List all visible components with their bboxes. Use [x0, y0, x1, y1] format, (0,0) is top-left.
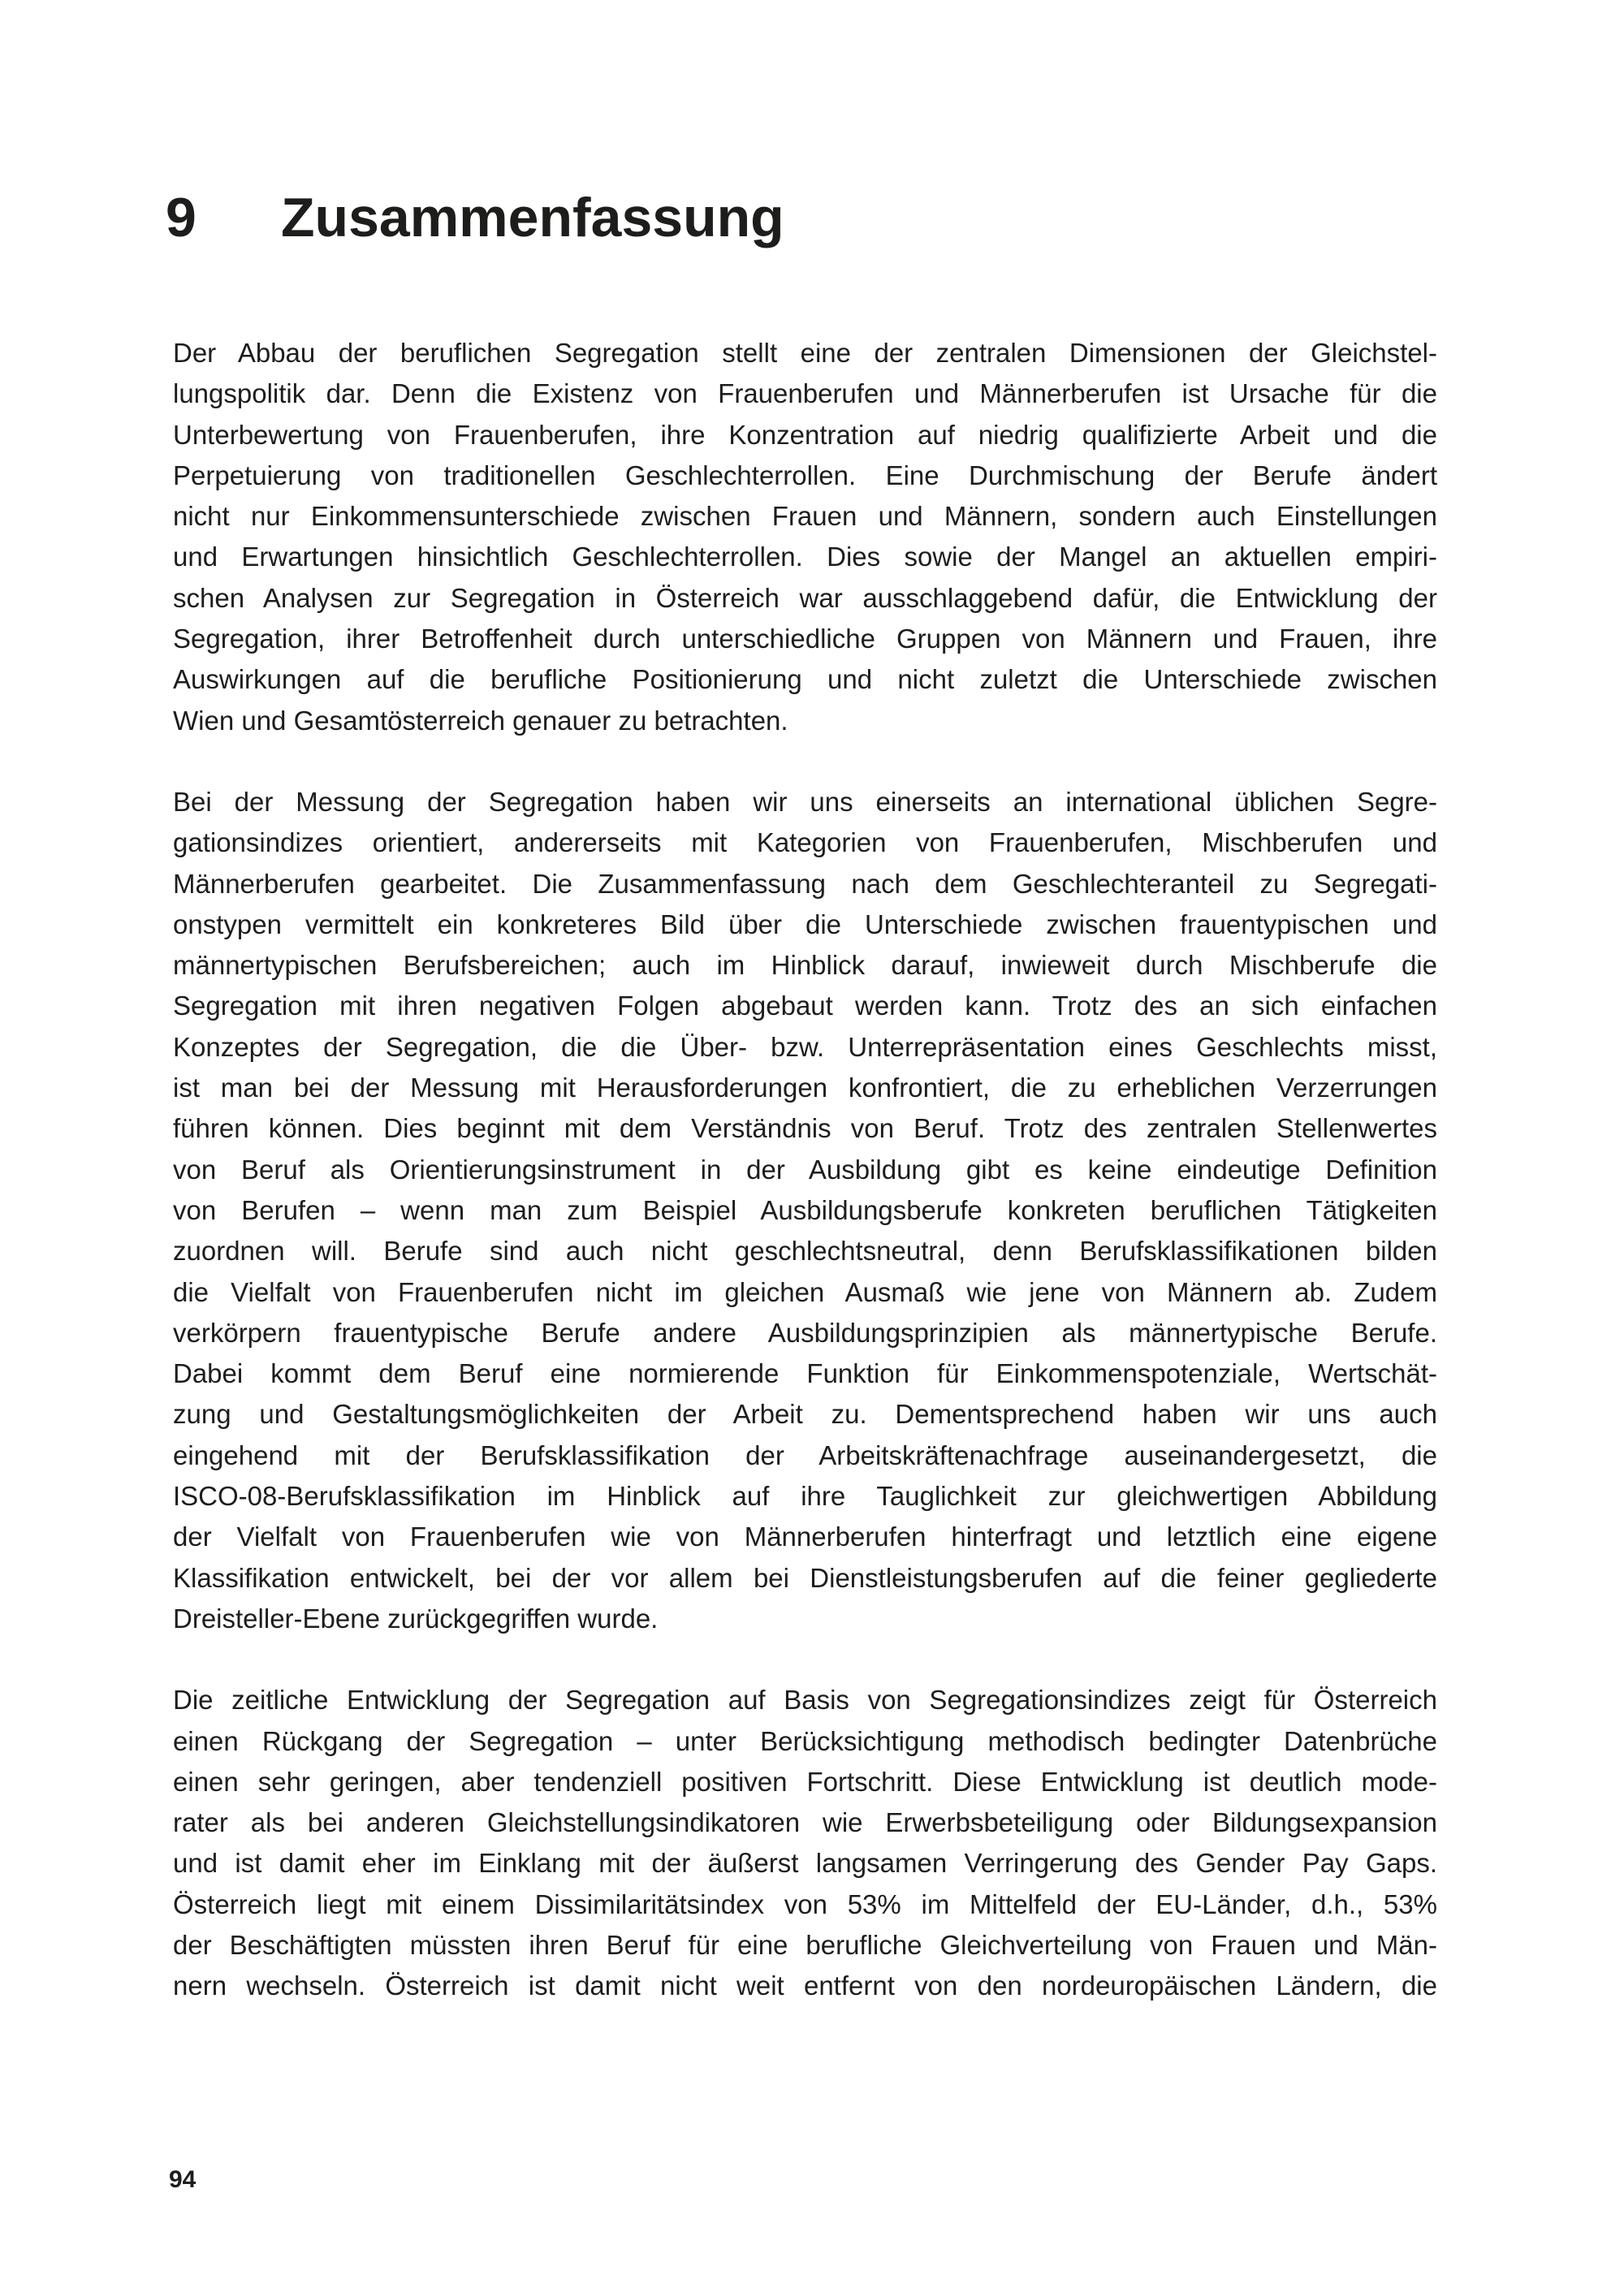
page-number: 94: [169, 2166, 197, 2193]
body-text: [173, 333, 1437, 2048]
text-line: Männerberufen gearbeitet. Die Zusammenfassung nach dem Geschlechteranteil zu Segregati-: [173, 868, 1437, 899]
text-line: von Beruf als Orientierungsinstrument in der Ausbildung gibt es keine eindeutige Definition: [173, 1154, 1437, 1185]
text-line: verkörpern frauentypische Berufe andere Ausbildungsprinzipien als männertypische Berufe.: [173, 1317, 1437, 1348]
text-line: die Vielfalt von Frauenberufen nicht im gleichen Ausmaß wie jene von Männern ab. Zudem: [173, 1276, 1437, 1307]
text-line: führen können. Dies beginnt mit dem Verständnis von Beruf. Trotz des zentralen Stellenwertes: [173, 1113, 1437, 1144]
text-line: Der Abbau der beruflichen Segregation stellt eine der zentralen Dimensionen der Gleichstel-: [173, 338, 1437, 368]
text-line: Auswirkungen auf die berufliche Positionierung und nicht zuletzt die Unterschiede zwischen: [173, 664, 1437, 695]
text-line: Die zeitliche Entwicklung der Segregation auf Basis von Segregationsindizes zeigt für Österreich: [173, 1685, 1437, 1716]
text-line: einen sehr geringen, aber tendenziell positiven Fortschritt. Diese Entwicklung ist deutlich mode-: [173, 1766, 1437, 1797]
text-line: der Beschäftigten müssten ihren Beruf für eine berufliche Gleichverteilung von Frauen und Män-: [173, 1929, 1437, 1960]
text-line: zuordnen will. Berufe sind auch nicht geschlechtsneutral, denn Berufsklassifikationen bilden: [173, 1236, 1437, 1267]
text-line: nicht nur Einkommensunterschiede zwischen Frauen und Männern, sondern auch Einstellungen: [173, 501, 1437, 532]
text-line: zung und Gestaltungsmöglichkeiten der Arbeit zu. Dementsprechend haben wir uns auch: [173, 1399, 1437, 1430]
text-line: männertypischen Berufsbereichen; auch im Hinblick darauf, inwieweit durch Mischberufe die: [173, 950, 1437, 981]
text-line: gationsindizes orientiert, andererseits mit Kategorien von Frauenberufen, Mischberufen und: [173, 827, 1437, 858]
text-line: Dabei kommt dem Beruf eine normierende Funktion für Einkommenspotenziale, Wertschät-: [173, 1358, 1437, 1389]
chapter-title: Zusammenfassung: [281, 187, 784, 248]
text-line: nern wechseln. Österreich ist damit nicht weit entfernt von den nordeuropäischen Ländern, die: [173, 1970, 1437, 2001]
text-line: der Vielfalt von Frauenberufen wie von Männerberufen hinterfragt und letztlich eine eigene: [173, 1522, 1437, 1552]
text-line: Konzeptes der Segregation, die die Über- bzw. Unterrepräsentation eines Geschlechts misst,: [173, 1031, 1437, 1062]
text-line: von Berufen – wenn man zum Beispiel Ausbildungsberufe konkreten beruflichen Tätigkeiten: [173, 1194, 1437, 1225]
text-line: Perpetuierung von traditionellen Geschlechterrollen. Eine Durchmischung der Berufe ändert: [173, 460, 1437, 490]
text-line: schen Analysen zur Segregation in Österreich war ausschlaggebend dafür, die Entwicklung der: [173, 582, 1437, 613]
text-line: Bei der Messung der Segregation haben wir uns einerseits an international üblichen Segre-: [173, 786, 1437, 817]
text-line: Segregation, ihrer Betroffenheit durch unterschiedliche Gruppen von Männern und Frauen, ihre: [173, 624, 1437, 654]
text-line: Segregation mit ihren negativen Folgen abgebaut werden kann. Trotz des an sich einfachen: [173, 991, 1437, 1021]
text-line: Klassifikation entwickelt, bei der vor allem bei Dienstleistungsberufen auf die feiner gegliederte: [173, 1562, 1437, 1593]
paragraph: [173, 782, 1437, 1639]
paragraph: [173, 1680, 1437, 2006]
text-line: Unterbewertung von Frauenberufen, ihre Konzentration auf niedrig qualifizierte Arbeit und die: [173, 419, 1437, 450]
text-line: und ist damit eher im Einklang mit der äußerst langsamen Verringerung des Gender Pay Gaps.: [173, 1848, 1437, 1879]
text-line: eingehend mit der Berufsklassifikation der Arbeitskräftenachfrage auseinandergesetzt, die: [173, 1440, 1437, 1470]
text-line: Österreich liegt mit einem Dissimilaritätsindex von 53% im Mittelfeld der EU-Länder, d.h., 53%: [173, 1888, 1437, 1919]
text-line: lungspolitik dar. Denn die Existenz von Frauenberufen und Männerberufen ist Ursache für die: [173, 378, 1437, 409]
paragraph: [173, 333, 1437, 741]
text-line: Wien und Gesamtösterreich genauer zu betrachten.: [173, 705, 788, 736]
text-line: ist man bei der Messung mit Herausforderungen konfrontiert, die zu erheblichen Verzerrungen: [173, 1073, 1437, 1103]
chapter-number: 9: [166, 187, 197, 248]
text-line: und Erwartungen hinsichtlich Geschlechterrollen. Dies sowie der Mangel an aktuellen empiri-: [173, 542, 1437, 572]
text-line: einen Rückgang der Segregation – unter Berücksichtigung methodisch bedingter Datenbrüche: [173, 1725, 1437, 1756]
text-line: rater als bei anderen Gleichstellungsindikatoren wie Erwerbsbeteiligung oder Bildungsexpansion: [173, 1807, 1437, 1838]
text-line: onstypen vermittelt ein konkreteres Bild über die Unterschiede zwischen frauentypischen und: [173, 909, 1437, 939]
text-line: Dreisteller-Ebene zurückgegriffen wurde.: [173, 1603, 659, 1634]
text-line: ISCO-08-Berufsklassifikation im Hinblick auf ihre Tauglichkeit zur gleichwertigen Abbildung: [173, 1481, 1437, 1512]
